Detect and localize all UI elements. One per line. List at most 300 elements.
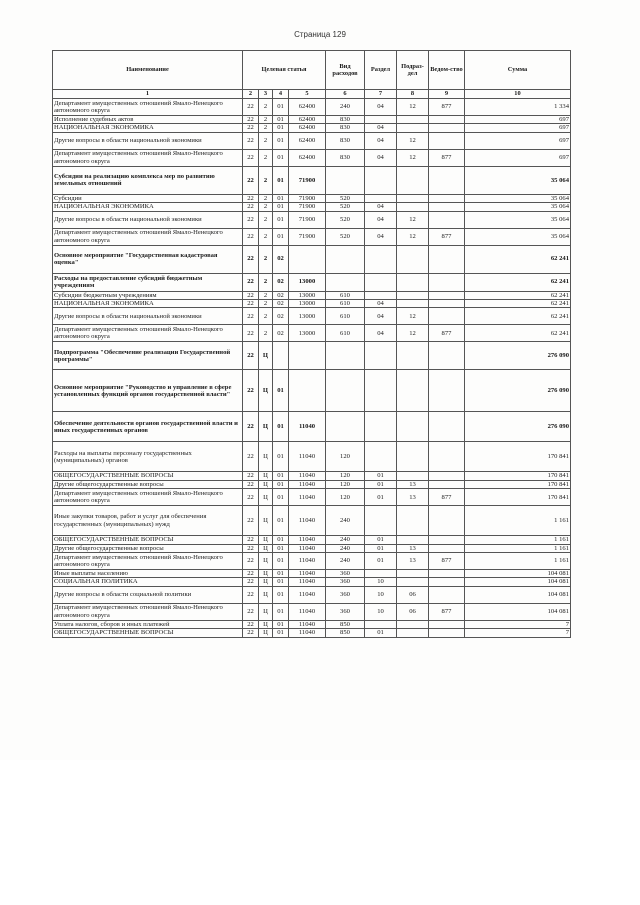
row-code-b-cell: Ц bbox=[259, 586, 273, 603]
row-code-c-cell: 01 bbox=[273, 99, 289, 116]
row-code-a-cell: 22 bbox=[243, 99, 259, 116]
row-expense-type-cell: 610 bbox=[326, 291, 365, 299]
row-code-b-cell: 2 bbox=[259, 273, 273, 291]
row-expense-type-cell: 830 bbox=[326, 132, 365, 149]
row-sum-cell: 170 841 bbox=[465, 489, 571, 506]
row-department-cell bbox=[429, 480, 465, 488]
row-code-c-cell: 02 bbox=[273, 325, 289, 342]
row-name-cell: Уплата налогов, сборов и иных платежей bbox=[53, 620, 243, 628]
row-section-cell bbox=[365, 620, 397, 628]
col-number: 9 bbox=[429, 90, 465, 99]
row-code-d-cell: 11040 bbox=[289, 570, 326, 578]
table-row bbox=[53, 149, 571, 166]
row-sum-cell: 62 241 bbox=[465, 300, 571, 308]
row-code-d-cell: 11040 bbox=[289, 442, 326, 472]
table-row bbox=[53, 412, 571, 442]
row-code-b-cell: 2 bbox=[259, 194, 273, 202]
row-section-cell bbox=[365, 412, 397, 442]
row-code-a-cell: 22 bbox=[243, 506, 259, 536]
row-sum-cell: 104 081 bbox=[465, 603, 571, 620]
row-expense-type-cell: 520 bbox=[326, 228, 365, 245]
row-section-cell: 10 bbox=[365, 578, 397, 586]
row-name-cell: ОБЩЕГОСУДАРСТВЕННЫЕ ВОПРОСЫ bbox=[53, 629, 243, 637]
row-name-cell: Другие вопросы в области социальной политики bbox=[53, 586, 243, 603]
col-number: 4 bbox=[273, 90, 289, 99]
col-number: 6 bbox=[326, 90, 365, 99]
row-code-b-cell: 2 bbox=[259, 203, 273, 211]
table-row bbox=[53, 116, 571, 124]
row-sum-cell: 62 241 bbox=[465, 273, 571, 291]
row-expense-type-cell: 850 bbox=[326, 629, 365, 637]
col-number: 10 bbox=[465, 90, 571, 99]
row-code-c-cell: 01 bbox=[273, 211, 289, 228]
table-row bbox=[53, 553, 571, 570]
row-code-c-cell: 02 bbox=[273, 300, 289, 308]
row-code-c-cell: 01 bbox=[273, 203, 289, 211]
row-sum-cell: 62 241 bbox=[465, 245, 571, 273]
row-expense-type-cell bbox=[326, 166, 365, 194]
table-row bbox=[53, 578, 571, 586]
row-name-cell: Другие вопросы в области национальной экономики bbox=[53, 132, 243, 149]
table-row bbox=[53, 370, 571, 412]
table-row bbox=[53, 308, 571, 325]
row-department-cell bbox=[429, 273, 465, 291]
row-sum-cell: 170 841 bbox=[465, 472, 571, 480]
row-expense-type-cell: 830 bbox=[326, 124, 365, 132]
table-row bbox=[53, 480, 571, 488]
row-sum-cell: 7 bbox=[465, 629, 571, 637]
row-code-c-cell: 01 bbox=[273, 489, 289, 506]
row-department-cell: 877 bbox=[429, 228, 465, 245]
row-name-cell: Департамент имущественных отношений Ямало-Ненецкого автономного округа bbox=[53, 553, 243, 570]
row-sum-cell: 35 064 bbox=[465, 228, 571, 245]
row-subsection-cell bbox=[397, 300, 429, 308]
row-code-b-cell: 2 bbox=[259, 149, 273, 166]
row-subsection-cell: 06 bbox=[397, 603, 429, 620]
row-section-cell: 01 bbox=[365, 629, 397, 637]
row-expense-type-cell: 850 bbox=[326, 620, 365, 628]
row-code-d-cell: 11040 bbox=[289, 586, 326, 603]
row-code-c-cell: 01 bbox=[273, 620, 289, 628]
row-code-d-cell bbox=[289, 245, 326, 273]
header-name: Наименование bbox=[53, 51, 243, 90]
row-code-c-cell: 01 bbox=[273, 442, 289, 472]
row-name-cell: Подпрограмма "Обеспечение реализации Государственной программы" bbox=[53, 342, 243, 370]
row-name-cell: НАЦИОНАЛЬНАЯ ЭКОНОМИКА bbox=[53, 300, 243, 308]
col-number: 7 bbox=[365, 90, 397, 99]
row-code-b-cell: 2 bbox=[259, 211, 273, 228]
row-code-b-cell: Ц bbox=[259, 472, 273, 480]
row-code-d-cell: 13000 bbox=[289, 291, 326, 299]
row-expense-type-cell: 830 bbox=[326, 149, 365, 166]
row-code-b-cell: 2 bbox=[259, 308, 273, 325]
row-code-b-cell: Ц bbox=[259, 603, 273, 620]
row-section-cell: 01 bbox=[365, 553, 397, 570]
row-expense-type-cell: 120 bbox=[326, 442, 365, 472]
row-department-cell bbox=[429, 412, 465, 442]
row-code-d-cell: 62400 bbox=[289, 116, 326, 124]
row-section-cell: 10 bbox=[365, 603, 397, 620]
row-expense-type-cell: 240 bbox=[326, 553, 365, 570]
row-subsection-cell: 06 bbox=[397, 586, 429, 603]
row-code-a-cell: 22 bbox=[243, 124, 259, 132]
row-subsection-cell bbox=[397, 620, 429, 628]
row-code-c-cell: 01 bbox=[273, 570, 289, 578]
row-department-cell bbox=[429, 586, 465, 603]
row-code-a-cell: 22 bbox=[243, 586, 259, 603]
row-subsection-cell bbox=[397, 412, 429, 442]
row-code-a-cell: 22 bbox=[243, 472, 259, 480]
row-code-a-cell: 22 bbox=[243, 578, 259, 586]
row-name-cell: Расходы на предоставление субсидий бюджетным учреждениям bbox=[53, 273, 243, 291]
table-row bbox=[53, 342, 571, 370]
row-expense-type-cell: 610 bbox=[326, 325, 365, 342]
row-expense-type-cell: 830 bbox=[326, 116, 365, 124]
row-section-cell bbox=[365, 116, 397, 124]
row-subsection-cell: 12 bbox=[397, 325, 429, 342]
row-code-c-cell: 01 bbox=[273, 578, 289, 586]
table-row bbox=[53, 570, 571, 578]
table-row bbox=[53, 536, 571, 544]
table-body bbox=[53, 99, 571, 638]
row-code-b-cell: Ц bbox=[259, 489, 273, 506]
row-code-b-cell: Ц bbox=[259, 442, 273, 472]
row-sum-cell: 62 241 bbox=[465, 308, 571, 325]
row-name-cell: Субсидии бюджетным учреждениям bbox=[53, 291, 243, 299]
row-code-d-cell: 71900 bbox=[289, 228, 326, 245]
row-department-cell: 877 bbox=[429, 553, 465, 570]
row-section-cell bbox=[365, 291, 397, 299]
row-section-cell bbox=[365, 245, 397, 273]
row-code-c-cell: 02 bbox=[273, 273, 289, 291]
row-code-d-cell: 71900 bbox=[289, 203, 326, 211]
row-name-cell: Другие вопросы в области национальной экономики bbox=[53, 211, 243, 228]
row-code-b-cell: 2 bbox=[259, 291, 273, 299]
row-code-b-cell: Ц bbox=[259, 536, 273, 544]
row-subsection-cell bbox=[397, 116, 429, 124]
row-name-cell: Другие общегосударственные вопросы bbox=[53, 544, 243, 552]
row-department-cell bbox=[429, 245, 465, 273]
row-section-cell: 10 bbox=[365, 586, 397, 603]
row-name-cell: Департамент имущественных отношений Ямало-Ненецкого автономного округа bbox=[53, 325, 243, 342]
row-expense-type-cell bbox=[326, 370, 365, 412]
row-department-cell bbox=[429, 300, 465, 308]
row-department-cell: 877 bbox=[429, 325, 465, 342]
row-code-a-cell: 22 bbox=[243, 308, 259, 325]
row-code-b-cell: Ц bbox=[259, 480, 273, 488]
row-department-cell bbox=[429, 166, 465, 194]
row-expense-type-cell: 240 bbox=[326, 99, 365, 116]
row-name-cell: СОЦИАЛЬНАЯ ПОЛИТИКА bbox=[53, 578, 243, 586]
row-section-cell: 01 bbox=[365, 536, 397, 544]
table-row bbox=[53, 603, 571, 620]
row-section-cell: 04 bbox=[365, 300, 397, 308]
row-section-cell: 04 bbox=[365, 149, 397, 166]
row-code-c-cell: 01 bbox=[273, 166, 289, 194]
row-section-cell: 01 bbox=[365, 480, 397, 488]
row-subsection-cell bbox=[397, 506, 429, 536]
row-code-d-cell: 11040 bbox=[289, 629, 326, 637]
table-row bbox=[53, 124, 571, 132]
row-code-a-cell: 22 bbox=[243, 442, 259, 472]
row-name-cell: Иные закупки товаров, работ и услуг для обеспечения государственных (муниципальных) нужд bbox=[53, 506, 243, 536]
table-row bbox=[53, 442, 571, 472]
row-section-cell bbox=[365, 570, 397, 578]
row-code-a-cell: 22 bbox=[243, 412, 259, 442]
row-code-c-cell: 01 bbox=[273, 149, 289, 166]
row-code-c-cell: 01 bbox=[273, 544, 289, 552]
row-code-b-cell: Ц bbox=[259, 629, 273, 637]
row-code-c-cell: 01 bbox=[273, 506, 289, 536]
col-number: 5 bbox=[289, 90, 326, 99]
row-expense-type-cell: 360 bbox=[326, 603, 365, 620]
row-department-cell: 877 bbox=[429, 149, 465, 166]
row-subsection-cell: 12 bbox=[397, 211, 429, 228]
row-sum-cell: 35 064 bbox=[465, 166, 571, 194]
row-sum-cell: 104 081 bbox=[465, 578, 571, 586]
row-code-d-cell: 13000 bbox=[289, 300, 326, 308]
row-department-cell bbox=[429, 544, 465, 552]
row-section-cell: 04 bbox=[365, 124, 397, 132]
header-subsection: Подраз-дел bbox=[397, 51, 429, 90]
row-subsection-cell bbox=[397, 124, 429, 132]
row-name-cell: Основное мероприятие "Государственная кадастровая оценка" bbox=[53, 245, 243, 273]
row-code-c-cell: 01 bbox=[273, 536, 289, 544]
row-section-cell: 01 bbox=[365, 472, 397, 480]
row-name-cell: Обеспечение деятельности органов государственной власти и иных государственных органов bbox=[53, 412, 243, 442]
row-subsection-cell: 13 bbox=[397, 553, 429, 570]
row-department-cell bbox=[429, 472, 465, 480]
row-code-d-cell: 11040 bbox=[289, 578, 326, 586]
row-code-b-cell: Ц bbox=[259, 578, 273, 586]
row-code-d-cell bbox=[289, 370, 326, 412]
row-name-cell: Департамент имущественных отношений Ямало-Ненецкого автономного округа bbox=[53, 603, 243, 620]
row-name-cell: Основное мероприятие "Руководство и управление в сфере установленных функций органов государственной власти" bbox=[53, 370, 243, 412]
row-section-cell: 01 bbox=[365, 544, 397, 552]
row-code-c-cell: 01 bbox=[273, 553, 289, 570]
row-code-a-cell: 22 bbox=[243, 370, 259, 412]
row-section-cell: 04 bbox=[365, 99, 397, 116]
row-subsection-cell bbox=[397, 194, 429, 202]
row-code-b-cell: 2 bbox=[259, 132, 273, 149]
row-expense-type-cell: 360 bbox=[326, 586, 365, 603]
row-section-cell: 04 bbox=[365, 132, 397, 149]
col-number: 2 bbox=[243, 90, 259, 99]
row-subsection-cell bbox=[397, 291, 429, 299]
row-code-d-cell: 11040 bbox=[289, 536, 326, 544]
row-subsection-cell: 13 bbox=[397, 489, 429, 506]
row-code-b-cell: Ц bbox=[259, 544, 273, 552]
table-row bbox=[53, 273, 571, 291]
row-code-a-cell: 22 bbox=[243, 291, 259, 299]
table-row bbox=[53, 194, 571, 202]
row-department-cell bbox=[429, 132, 465, 149]
row-code-a-cell: 22 bbox=[243, 553, 259, 570]
row-code-d-cell: 11040 bbox=[289, 489, 326, 506]
row-sum-cell: 62 241 bbox=[465, 291, 571, 299]
row-code-c-cell: 01 bbox=[273, 116, 289, 124]
row-name-cell: Другие общегосударственные вопросы bbox=[53, 480, 243, 488]
table-row bbox=[53, 544, 571, 552]
row-code-b-cell: Ц bbox=[259, 553, 273, 570]
row-subsection-cell bbox=[397, 342, 429, 370]
row-code-c-cell: 01 bbox=[273, 480, 289, 488]
row-name-cell: ОБЩЕГОСУДАРСТВЕННЫЕ ВОПРОСЫ bbox=[53, 536, 243, 544]
row-department-cell bbox=[429, 506, 465, 536]
row-code-b-cell: Ц bbox=[259, 620, 273, 628]
row-sum-cell: 697 bbox=[465, 149, 571, 166]
table-row bbox=[53, 211, 571, 228]
row-expense-type-cell: 610 bbox=[326, 308, 365, 325]
row-subsection-cell bbox=[397, 273, 429, 291]
row-expense-type-cell: 240 bbox=[326, 536, 365, 544]
row-subsection-cell bbox=[397, 472, 429, 480]
row-expense-type-cell: 120 bbox=[326, 472, 365, 480]
row-sum-cell: 1 161 bbox=[465, 544, 571, 552]
row-subsection-cell bbox=[397, 570, 429, 578]
row-code-d-cell: 11040 bbox=[289, 412, 326, 442]
row-department-cell bbox=[429, 578, 465, 586]
row-code-a-cell: 22 bbox=[243, 116, 259, 124]
row-section-cell bbox=[365, 166, 397, 194]
row-section-cell bbox=[365, 342, 397, 370]
row-code-b-cell: 2 bbox=[259, 245, 273, 273]
row-code-c-cell: 01 bbox=[273, 586, 289, 603]
row-code-b-cell: Ц bbox=[259, 370, 273, 412]
row-code-a-cell: 22 bbox=[243, 273, 259, 291]
row-code-d-cell: 62400 bbox=[289, 99, 326, 116]
row-code-a-cell: 22 bbox=[243, 489, 259, 506]
row-code-a-cell: 22 bbox=[243, 149, 259, 166]
row-code-b-cell: 2 bbox=[259, 99, 273, 116]
row-code-c-cell: 02 bbox=[273, 245, 289, 273]
row-subsection-cell: 12 bbox=[397, 308, 429, 325]
header-expense-type: Вид расходов bbox=[326, 51, 365, 90]
row-section-cell: 04 bbox=[365, 325, 397, 342]
row-sum-cell: 276 090 bbox=[465, 342, 571, 370]
row-department-cell bbox=[429, 536, 465, 544]
row-name-cell: НАЦИОНАЛЬНАЯ ЭКОНОМИКА bbox=[53, 124, 243, 132]
row-sum-cell: 170 841 bbox=[465, 442, 571, 472]
row-code-d-cell: 71900 bbox=[289, 211, 326, 228]
row-code-a-cell: 22 bbox=[243, 203, 259, 211]
row-code-c-cell: 01 bbox=[273, 194, 289, 202]
row-code-d-cell: 11040 bbox=[289, 472, 326, 480]
row-code-c-cell: 01 bbox=[273, 629, 289, 637]
row-subsection-cell: 13 bbox=[397, 480, 429, 488]
row-expense-type-cell: 520 bbox=[326, 211, 365, 228]
row-code-d-cell: 62400 bbox=[289, 149, 326, 166]
row-department-cell bbox=[429, 620, 465, 628]
row-code-c-cell: 01 bbox=[273, 472, 289, 480]
row-code-c-cell: 01 bbox=[273, 603, 289, 620]
row-expense-type-cell: 120 bbox=[326, 489, 365, 506]
row-name-cell: Департамент имущественных отношений Ямало-Ненецкого автономного округа bbox=[53, 489, 243, 506]
row-code-d-cell: 13000 bbox=[289, 325, 326, 342]
row-code-b-cell: Ц bbox=[259, 506, 273, 536]
row-name-cell: Другие вопросы в области национальной экономики bbox=[53, 308, 243, 325]
row-code-a-cell: 22 bbox=[243, 536, 259, 544]
table-header-row bbox=[53, 51, 571, 90]
row-code-d-cell bbox=[289, 342, 326, 370]
table-row bbox=[53, 472, 571, 480]
row-department-cell bbox=[429, 203, 465, 211]
row-code-d-cell: 11040 bbox=[289, 544, 326, 552]
row-department-cell: 877 bbox=[429, 99, 465, 116]
row-department-cell bbox=[429, 629, 465, 637]
row-code-a-cell: 22 bbox=[243, 480, 259, 488]
table-row bbox=[53, 291, 571, 299]
row-code-c-cell: 01 bbox=[273, 370, 289, 412]
row-code-a-cell: 22 bbox=[243, 544, 259, 552]
row-subsection-cell bbox=[397, 442, 429, 472]
row-name-cell: ОБЩЕГОСУДАРСТВЕННЫЕ ВОПРОСЫ bbox=[53, 472, 243, 480]
table-row bbox=[53, 629, 571, 637]
row-name-cell: НАЦИОНАЛЬНАЯ ЭКОНОМИКА bbox=[53, 203, 243, 211]
row-code-a-cell: 22 bbox=[243, 194, 259, 202]
row-code-a-cell: 22 bbox=[243, 570, 259, 578]
row-expense-type-cell: 240 bbox=[326, 506, 365, 536]
row-code-b-cell: 2 bbox=[259, 325, 273, 342]
row-section-cell: 01 bbox=[365, 489, 397, 506]
row-section-cell bbox=[365, 273, 397, 291]
row-section-cell bbox=[365, 442, 397, 472]
row-sum-cell: 276 090 bbox=[465, 370, 571, 412]
table-row bbox=[53, 489, 571, 506]
row-department-cell bbox=[429, 116, 465, 124]
row-code-a-cell: 22 bbox=[243, 342, 259, 370]
row-subsection-cell bbox=[397, 629, 429, 637]
row-subsection-cell bbox=[397, 370, 429, 412]
row-subsection-cell bbox=[397, 578, 429, 586]
row-sum-cell: 104 081 bbox=[465, 570, 571, 578]
row-code-d-cell: 62400 bbox=[289, 132, 326, 149]
row-code-c-cell bbox=[273, 342, 289, 370]
row-department-cell bbox=[429, 194, 465, 202]
table-row bbox=[53, 228, 571, 245]
row-name-cell: Иные выплаты населению bbox=[53, 570, 243, 578]
row-code-d-cell: 11040 bbox=[289, 620, 326, 628]
header-section: Раздел bbox=[365, 51, 397, 90]
row-sum-cell: 1 334 bbox=[465, 99, 571, 116]
row-subsection-cell: 12 bbox=[397, 149, 429, 166]
row-name-cell: Субсидии на реализацию комплекса мер по развитию земельных отношений bbox=[53, 166, 243, 194]
row-name-cell: Расходы на выплаты персоналу государственных (муниципальных) органов bbox=[53, 442, 243, 472]
row-code-a-cell: 22 bbox=[243, 211, 259, 228]
header-target-article: Целевая статья bbox=[243, 51, 326, 90]
row-sum-cell: 35 064 bbox=[465, 211, 571, 228]
row-sum-cell: 104 081 bbox=[465, 586, 571, 603]
table-row bbox=[53, 245, 571, 273]
row-code-c-cell: 01 bbox=[273, 132, 289, 149]
row-subsection-cell bbox=[397, 166, 429, 194]
row-code-a-cell: 22 bbox=[243, 132, 259, 149]
row-sum-cell: 697 bbox=[465, 132, 571, 149]
table-row bbox=[53, 325, 571, 342]
row-code-d-cell: 13000 bbox=[289, 308, 326, 325]
col-number: 3 bbox=[259, 90, 273, 99]
row-section-cell: 04 bbox=[365, 203, 397, 211]
row-sum-cell: 1 161 bbox=[465, 506, 571, 536]
column-number-row bbox=[53, 90, 571, 99]
row-code-d-cell: 71900 bbox=[289, 166, 326, 194]
row-code-a-cell: 22 bbox=[243, 325, 259, 342]
row-sum-cell: 1 161 bbox=[465, 553, 571, 570]
row-department-cell bbox=[429, 570, 465, 578]
row-department-cell: 877 bbox=[429, 489, 465, 506]
row-expense-type-cell: 610 bbox=[326, 300, 365, 308]
row-code-a-cell: 22 bbox=[243, 629, 259, 637]
